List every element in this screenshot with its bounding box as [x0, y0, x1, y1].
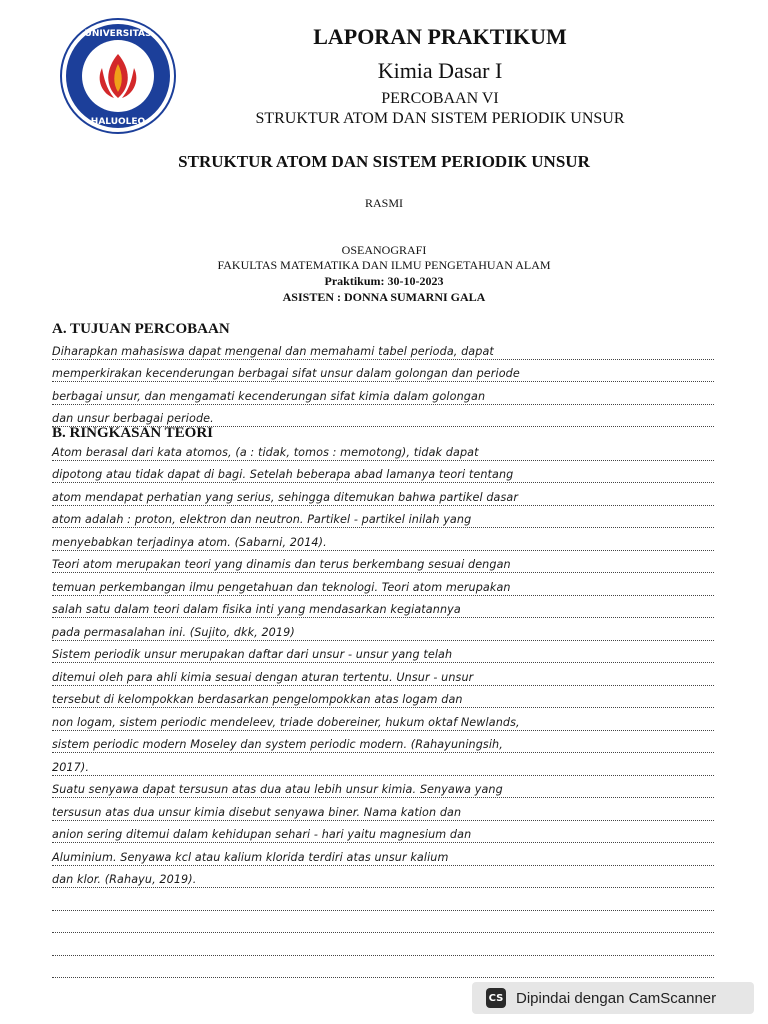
experiment-topic: STRUKTUR ATOM DAN SISTEM PERIODIK UNSUR: [255, 110, 625, 127]
handwritten-line: dan klor. (Rahayu, 2019).: [52, 866, 714, 889]
logo-text-bottom: HALUOLEO: [90, 117, 146, 127]
handwritten-line: menyebabkan terjadinya atom. (Sabarni, 2014).: [52, 528, 714, 551]
handwritten-line: salah satu dalam teori dalam fisika inti yang mendasarkan kegiatannya: [52, 596, 714, 619]
section-b-heading: B. RINGKASAN TEORI: [52, 425, 214, 441]
student-name: RASMI: [364, 196, 403, 210]
handwritten-line: memperkirakan kecenderungan berbagai sifat unsur dalam golongan dan periode: [52, 360, 714, 383]
report-title: LAPORAN PRAKTIKUM: [313, 24, 567, 49]
section-a-heading: A. TUJUAN PERCOBAAN: [52, 321, 230, 337]
handwritten-line: berbagai unsur, dan mengamati kecenderungan sifat kimia dalam golongan: [52, 382, 714, 405]
handwritten-line: Atom berasal dari kata atomos, (a : tidak, tomos : memotong), tidak dapat: [52, 438, 714, 461]
practicum-date: Praktikum: 30-10-2023: [324, 274, 444, 288]
department: OSEANOGRAFI: [341, 243, 427, 257]
blank-line: [52, 888, 714, 911]
logo-text-top: UNIVERSITAS: [84, 29, 152, 39]
handwritten-line: Teori atom merupakan teori yang dinamis dan terus berkembang sesuai dengan: [52, 551, 714, 574]
handwritten-line: 2017).: [52, 753, 714, 776]
handwritten-line: temuan perkembangan ilmu pengetahuan dan teknologi. Teori atom merupakan: [52, 573, 714, 596]
handwritten-line: atom mendapat perhatian yang serius, sehingga ditemukan bahwa partikel dasar: [52, 483, 714, 506]
camscanner-watermark: [472, 982, 754, 1014]
handwritten-line: non logam, sistem periodic mendeleev, triade dobereiner, hukum oktaf Newlands,: [52, 708, 714, 731]
course-name: Kimia Dasar I: [377, 58, 503, 83]
camscanner-text: Dipindai dengan CamScanner: [516, 989, 717, 1007]
experiment-number: PERCOBAAN VI: [381, 90, 499, 107]
handwritten-line: Suatu senyawa dapat tersusun atas dua atau lebih unsur kimia. Senyawa yang: [52, 776, 714, 799]
faculty: FAKULTAS MATEMATIKA DAN ILMU PENGETAHUAN ALAM: [217, 258, 551, 272]
handwritten-line: tersebut di kelompokkan berdasarkan pengelompokkan atas logam dan: [52, 686, 714, 709]
handwritten-line: dipotong atau tidak dapat di bagi. Setelah beberapa abad lamanya teori tentang: [52, 461, 714, 484]
handwritten-line: atom adalah : proton, elektron dan neutron. Partikel - partikel inilah yang: [52, 506, 714, 529]
assistant-name: ASISTEN : DONNA SUMARNI GALA: [282, 290, 486, 304]
camscanner-logo-icon: CS: [486, 988, 506, 1008]
handwritten-line: sistem periodic modern Moseley dan system periodic modern. (Rahayuningsih,: [52, 731, 714, 754]
handwritten-line: Diharapkan mahasiswa dapat mengenal dan memahami tabel perioda, dapat: [52, 337, 714, 360]
handwritten-line: Sistem periodik unsur merupakan daftar dari unsur - unsur yang telah: [52, 641, 714, 664]
handwritten-line: anion sering ditemui dalam kehidupan sehari - hari yaitu magnesium dan: [52, 821, 714, 844]
section-a-lines: [52, 337, 714, 427]
blank-line: [52, 956, 714, 979]
handwritten-line: pada permasalahan ini. (Sujito, dkk, 2019): [52, 618, 714, 641]
handwritten-line: tersusun atas dua unsur kimia disebut senyawa biner. Nama kation dan: [52, 798, 714, 821]
blank-line: [52, 911, 714, 934]
blank-line: [52, 933, 714, 956]
main-title: STRUKTUR ATOM DAN SISTEM PERIODIK UNSUR: [178, 152, 590, 171]
handwritten-line: ditemui oleh para ahli kimia sesuai dengan aturan tertentu. Unsur - unsur: [52, 663, 714, 686]
handwritten-line: Aluminium. Senyawa kcl atau kalium klorida terdiri atas unsur kalium: [52, 843, 714, 866]
handwritten-line: dan unsur berbagai periode.: [52, 405, 714, 428]
section-b-lines: [52, 438, 714, 978]
